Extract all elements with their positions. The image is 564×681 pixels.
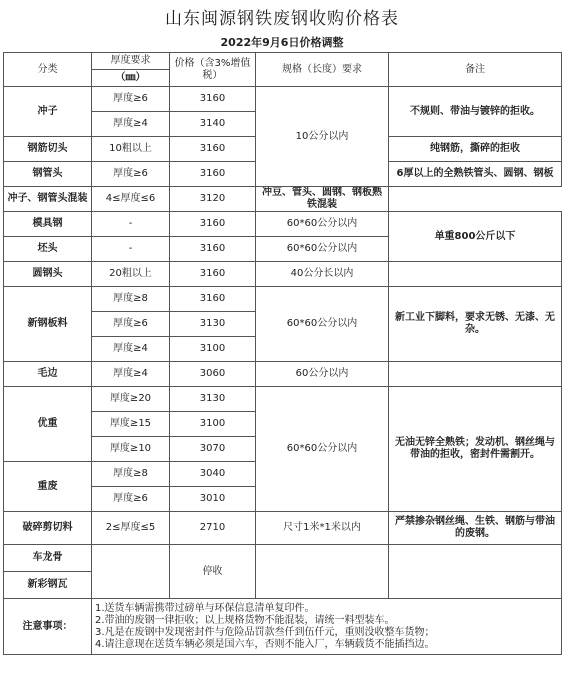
category-cell: 车龙骨 [4, 545, 92, 572]
spec-cell: 40公分长以内 [256, 262, 389, 287]
remark-cell-empty [389, 545, 562, 599]
thickness-cell: 4≤厚度≤6 [92, 187, 170, 212]
notice-row [4, 599, 562, 655]
price-cell: 3040 [170, 462, 256, 487]
table-row [4, 545, 562, 572]
thickness-cell: - [92, 237, 170, 262]
price-cell: 3160 [170, 87, 256, 112]
table-row [4, 262, 562, 287]
spec-cell: 60公分以内 [256, 362, 389, 387]
price-cell: 3100 [170, 337, 256, 362]
thickness-cell: 厚度≥6 [92, 312, 170, 337]
price-cell: 3140 [170, 112, 256, 137]
table-row [4, 187, 562, 212]
spec-cell: 60*60公分以内 [256, 212, 389, 237]
thickness-cell: 厚度≥20 [92, 387, 170, 412]
price-cell: 3160 [170, 262, 256, 287]
header-thickness: 厚度要求 [92, 53, 170, 70]
thickness-cell: 厚度≥15 [92, 412, 170, 437]
category-cell: 重废 [4, 462, 92, 512]
category-cell: 冲子 [4, 87, 92, 137]
remark-cell: 不规则、带油与镀锌的拒收。 [389, 87, 562, 137]
notice-content [92, 599, 562, 655]
thickness-cell: 厚度≥10 [92, 437, 170, 462]
price-cell: 3100 [170, 412, 256, 437]
spec-cell-empty [256, 545, 389, 599]
thickness-cell: 厚度≥8 [92, 462, 170, 487]
thickness-cell: 厚度≥4 [92, 362, 170, 387]
spec-cell: 10公分以内 [256, 87, 389, 187]
thickness-cell: 2≤厚度≤5 [92, 512, 170, 545]
price-cell: 3070 [170, 437, 256, 462]
header-remark: 备注 [389, 53, 562, 87]
price-cell: 3130 [170, 387, 256, 412]
remark-cell-empty [389, 262, 562, 287]
notice-line: 1.送货车辆需携带过磅单与环保信息清单复印件。 [95, 602, 315, 614]
price-cell: 2710 [170, 512, 256, 545]
table-row [4, 212, 562, 237]
table-row [4, 387, 562, 412]
spec-cell: 60*60公分以内 [256, 237, 389, 262]
price-cell: 3160 [170, 162, 256, 187]
category-cell: 钢筋切头 [4, 137, 92, 162]
remark-cell: 新工业下脚料，要求无锈、无漆、无杂。 [389, 287, 562, 362]
table-row [4, 287, 562, 312]
spec-cell: 尺寸1米*1米以内 [256, 512, 389, 545]
category-cell: 模具钢 [4, 212, 92, 237]
thickness-cell: 10粗以上 [92, 137, 170, 162]
price-cell: 3130 [170, 312, 256, 337]
table-header-row [4, 53, 562, 70]
thickness-cell: 厚度≥4 [92, 337, 170, 362]
header-price: 价格（含3%增值税） [170, 53, 256, 87]
price-cell: 3160 [170, 287, 256, 312]
notice-label: 注意事项： [4, 599, 92, 655]
table-row [4, 362, 562, 387]
category-cell: 冲子、钢管头混装 [4, 187, 92, 212]
thickness-cell: - [92, 212, 170, 237]
price-cell: 3160 [170, 137, 256, 162]
price-cell: 3120 [170, 187, 256, 212]
category-cell: 优重 [4, 387, 92, 462]
table-row [4, 87, 562, 112]
remark-cell: 严禁掺杂钢丝绳、生铁、钢筋与带油的废钢。 [389, 512, 562, 545]
category-cell: 破碎剪切料 [4, 512, 92, 545]
header-thickness-unit: （㎜） [92, 70, 170, 87]
remark-cell: 6厚以上的全熟铁管头、圆钢、钢板 [389, 162, 562, 187]
remark-cell: 冲豆、管头、圆钢、钢板熟铁混装 [256, 187, 389, 212]
notice-line: 2.带油的废钢一律拒收；以上规格货物不能混装，请统一料型装车。 [95, 614, 395, 626]
category-cell: 钢管头 [4, 162, 92, 187]
category-cell: 新彩钢瓦 [4, 572, 92, 599]
category-cell: 圆钢头 [4, 262, 92, 287]
header-category: 分类 [4, 53, 92, 87]
thickness-cell: 厚度≥6 [92, 487, 170, 512]
category-cell: 毛边 [4, 362, 92, 387]
remark-cell-empty [389, 362, 562, 387]
price-cell: 3010 [170, 487, 256, 512]
spec-cell: 60*60公分以内 [256, 387, 389, 512]
price-cell: 3160 [170, 237, 256, 262]
table-row [4, 512, 562, 545]
category-cell: 新钢板料 [4, 287, 92, 362]
thickness-cell: 厚度≥6 [92, 87, 170, 112]
price-cell: 3160 [170, 212, 256, 237]
page-subtitle: 2022年9月6日价格调整 [220, 36, 344, 49]
thickness-cell-empty [92, 545, 170, 599]
spec-cell: 60*60公分以内 [256, 287, 389, 362]
remark-cell: 单重800公斤以下 [389, 212, 562, 262]
remark-cell: 无油无锌全熟铁；发动机、钢丝绳与带油的拒收，密封件需割开。 [389, 387, 562, 512]
category-cell: 坯头 [4, 237, 92, 262]
remark-cell: 纯钢筋，撕碎的拒收 [389, 137, 562, 162]
price-table [3, 52, 562, 655]
price-cell: 3060 [170, 362, 256, 387]
thickness-cell: 厚度≥6 [92, 162, 170, 187]
stop-cell: 停收 [170, 545, 256, 599]
page-title: 山东闽源钢铁废钢收购价格表 [165, 9, 399, 29]
thickness-cell: 20粗以上 [92, 262, 170, 287]
header-spec: 规格（长度）要求 [256, 53, 389, 87]
thickness-cell: 厚度≥8 [92, 287, 170, 312]
notice-line: 3.凡是在废钢中发现密封件与危险品罚款叁仟到伍仟元，重则没收整车货物； [95, 626, 435, 638]
thickness-cell: 厚度≥4 [92, 112, 170, 137]
notice-line: 4.请注意现在送货车辆必须是国六车，否则不能入厂，车辆载货不能插挡边。 [95, 638, 435, 650]
